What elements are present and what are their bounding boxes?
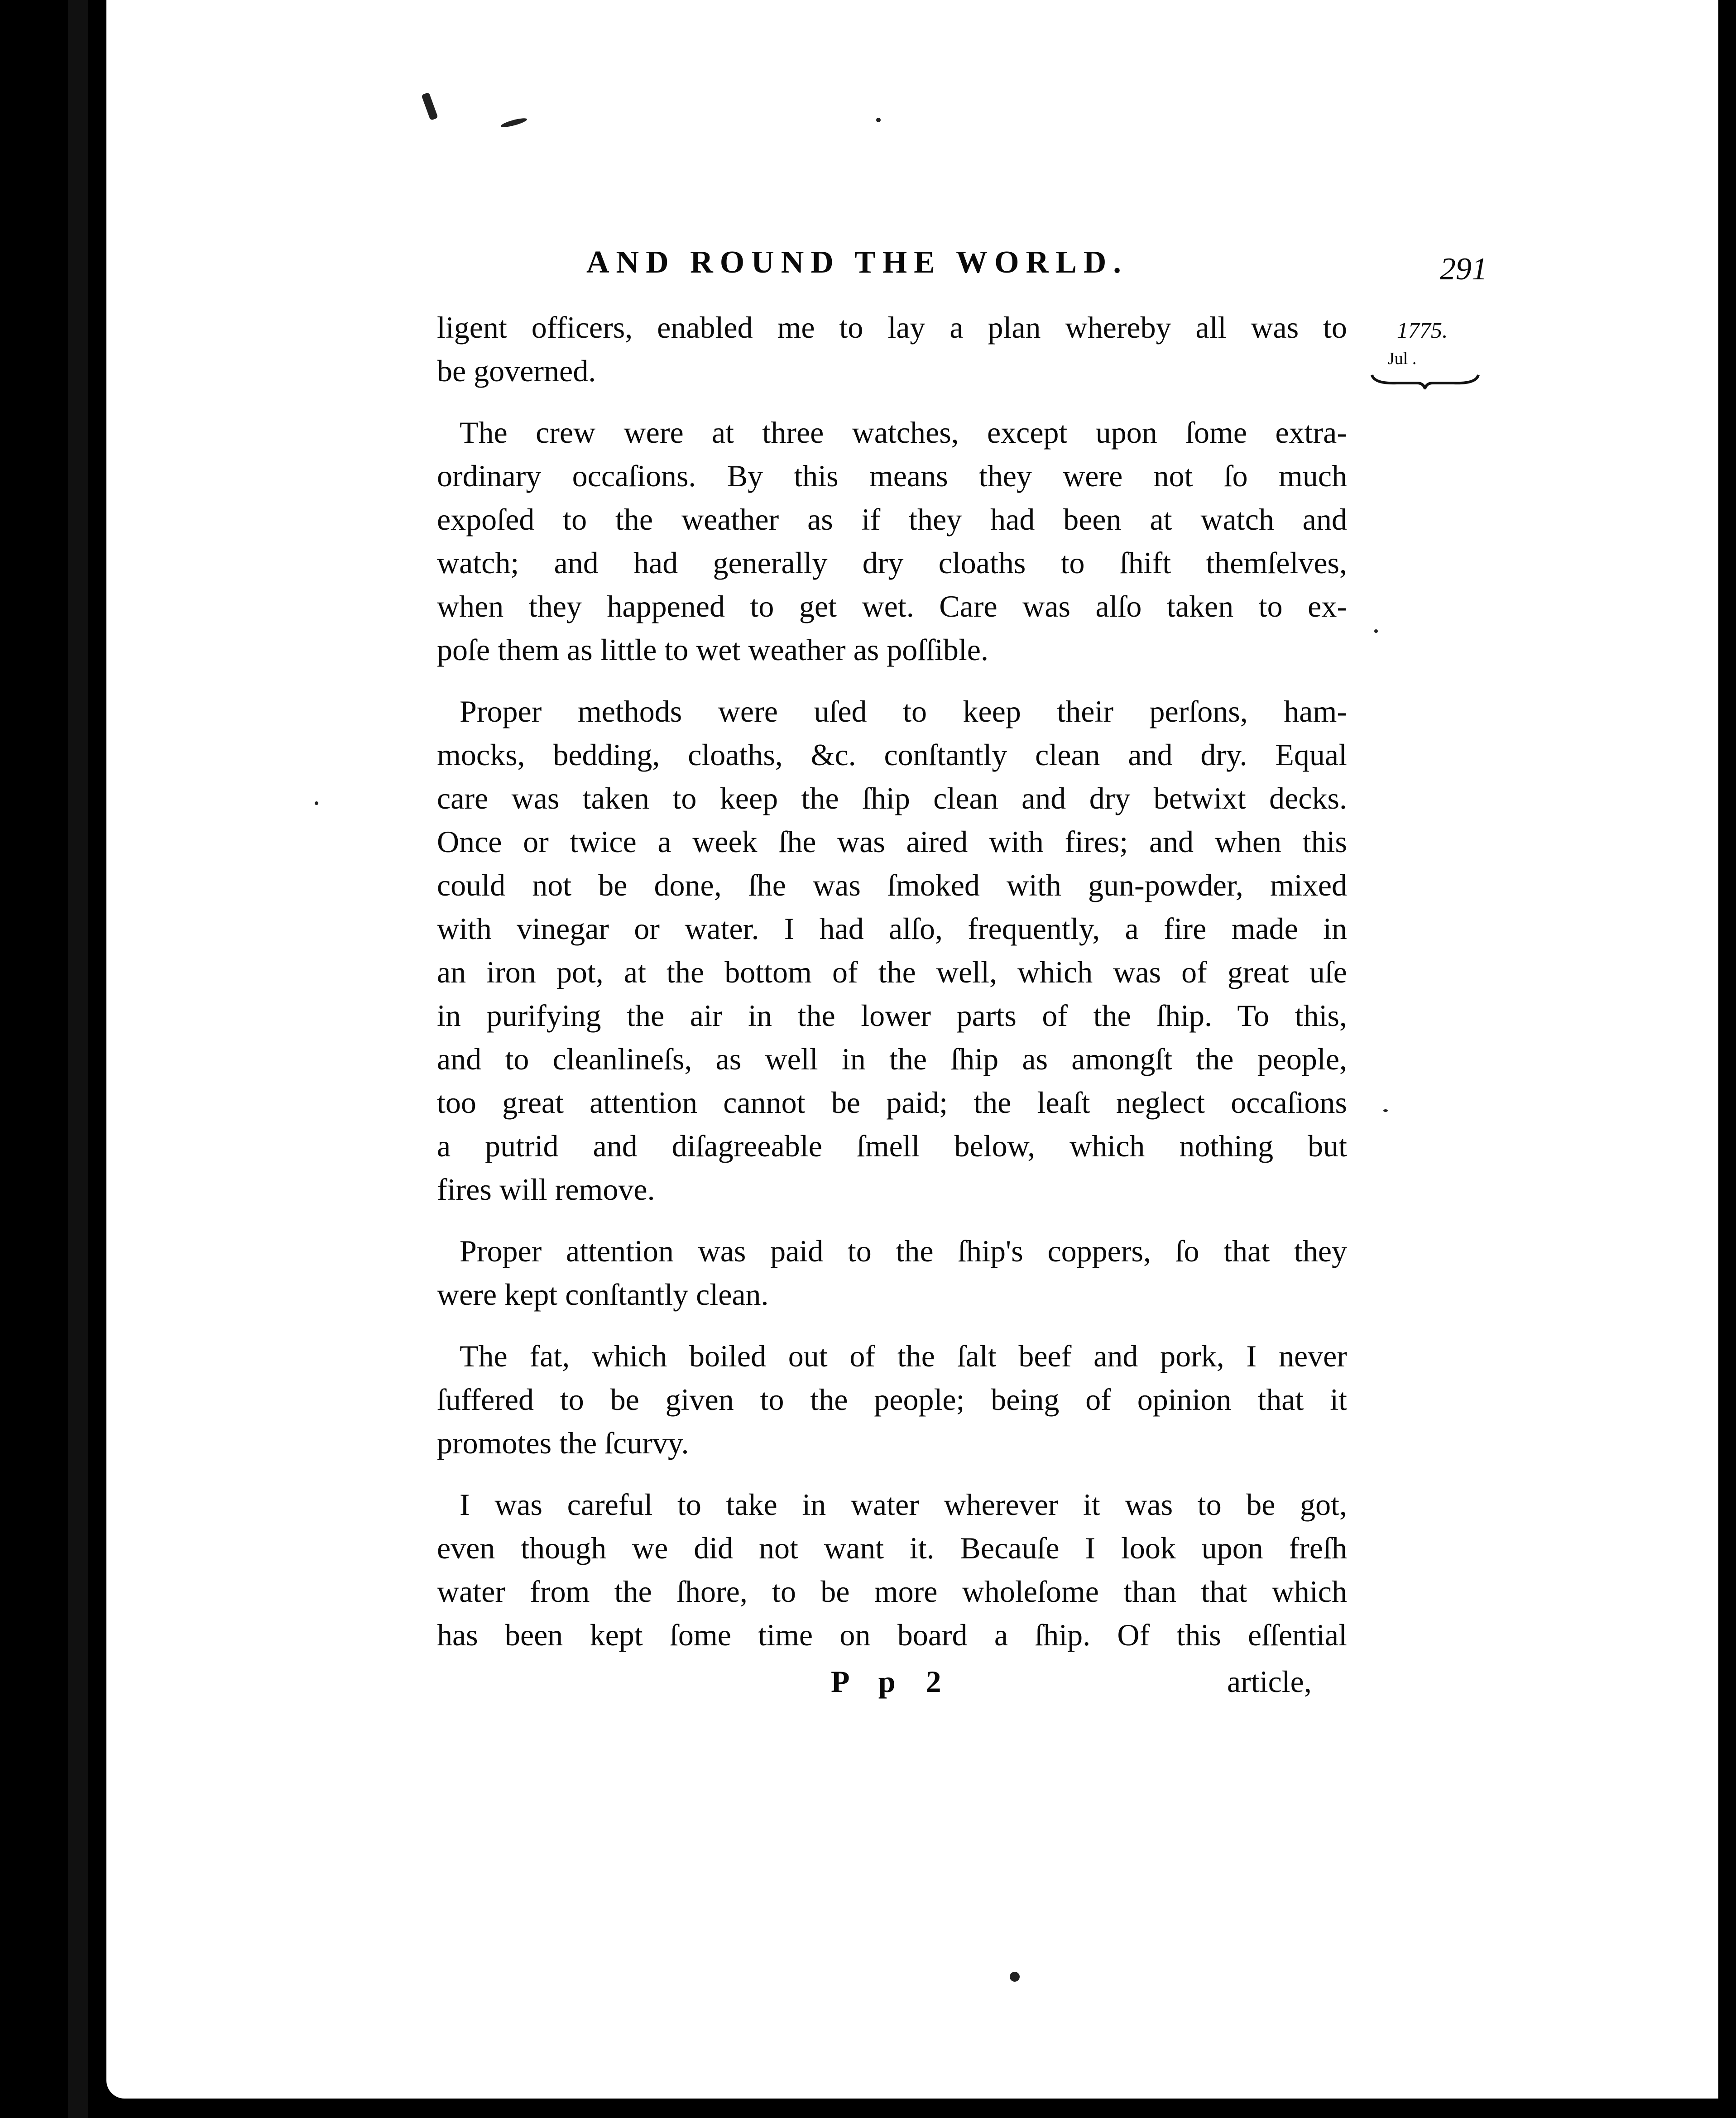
- page-number: 291: [1440, 252, 1487, 287]
- text-line: poſe them as little to wet weather as poſſible.: [437, 633, 988, 667]
- text-line: The fat, which boiled out of the ſalt beef and pork, I never: [460, 1339, 1347, 1373]
- text-line: water from the ſhore, to be more wholeſome than that which: [437, 1574, 1347, 1609]
- ink-speck: [315, 801, 318, 805]
- page-gutter: [68, 0, 88, 2118]
- text-line: watch; and had generally dry cloaths to ſhift themſelves,: [437, 546, 1347, 580]
- ink-speck: [500, 116, 528, 129]
- text-line: Once or twice a week ſhe was aired with fires; and when this: [437, 824, 1347, 859]
- ink-speck: [1374, 629, 1378, 633]
- text-line: a putrid and diſagreeable ſmell below, which nothing but: [437, 1129, 1347, 1163]
- text-line: expoſed to the weather as if they had been at watch and: [437, 502, 1347, 537]
- body-text: [437, 306, 1347, 1675]
- text-line: in purifying the air in the lower parts of the ſhip. To this,: [437, 998, 1347, 1033]
- text-line: I was careful to take in water wherever it was to be got,: [460, 1487, 1347, 1522]
- book-page: [106, 0, 1718, 2099]
- text-line: when they happened to get wet. Care was alſo taken to ex-: [437, 589, 1347, 623]
- signature-mark: P p 2: [831, 1664, 953, 1699]
- text-line: with vinegar or water. I had alſo, frequently, a fire made in: [437, 911, 1347, 946]
- text-line: ordinary occaſions. By this means they were not ſo much: [437, 459, 1347, 493]
- ink-speck: [1010, 1972, 1020, 1982]
- ink-speck: [876, 118, 881, 122]
- paragraph: [437, 306, 1347, 393]
- paragraph: [437, 1334, 1347, 1465]
- text-line: be governed.: [437, 354, 596, 388]
- text-line: Proper attention was paid to the ſhip's coppers, ſo that they: [460, 1234, 1347, 1268]
- text-line: ſuffered to be given to the people; being of opinion that it: [437, 1382, 1347, 1417]
- text-line: care was taken to keep the ſhip clean and dry betwixt decks.: [437, 781, 1347, 815]
- text-line: too great attention cannot be paid; the leaſt neglect occaſions: [437, 1085, 1347, 1120]
- text-line: and to cleanlineſs, as well in the ſhip as amongſt the people,: [437, 1042, 1347, 1076]
- ink-speck: [421, 92, 438, 121]
- text-line: promotes the ſcurvy.: [437, 1426, 689, 1460]
- margin-note-year: 1775.: [1397, 317, 1448, 343]
- margin-note-month: Jul .: [1388, 349, 1417, 368]
- text-line: ligent officers, enabled me to lay a plan whereby all was to: [437, 310, 1347, 345]
- text-line: has been kept ſome time on board a ſhip. Of this eſſential: [437, 1618, 1347, 1652]
- paragraph: [437, 411, 1347, 671]
- text-line: mocks, bedding, cloaths, &c. conſtantly clean and dry. Equal: [437, 738, 1347, 772]
- ink-speck: [1383, 1109, 1388, 1112]
- text-line: Proper methods were uſed to keep their perſons, ham-: [460, 694, 1347, 728]
- text-line: an iron pot, at the bottom of the well, which was of great uſe: [437, 955, 1347, 989]
- margin-brace-icon: [1370, 371, 1481, 389]
- paragraph: [437, 690, 1347, 1211]
- paragraph: [437, 1483, 1347, 1657]
- text-line: were kept conſtantly clean.: [437, 1277, 769, 1312]
- paragraph: [437, 1229, 1347, 1316]
- text-line: even though we did not want it. Becauſe I look upon freſh: [437, 1531, 1347, 1565]
- text-line: The crew were at three watches, except upon ſome extra-: [460, 415, 1347, 450]
- running-head: AND ROUND THE WORLD.: [586, 245, 1128, 280]
- text-line: fires will remove.: [437, 1172, 655, 1207]
- catchword: article,: [1227, 1664, 1312, 1699]
- text-line: could not be done, ſhe was ſmoked with gun-powder, mixed: [437, 868, 1347, 902]
